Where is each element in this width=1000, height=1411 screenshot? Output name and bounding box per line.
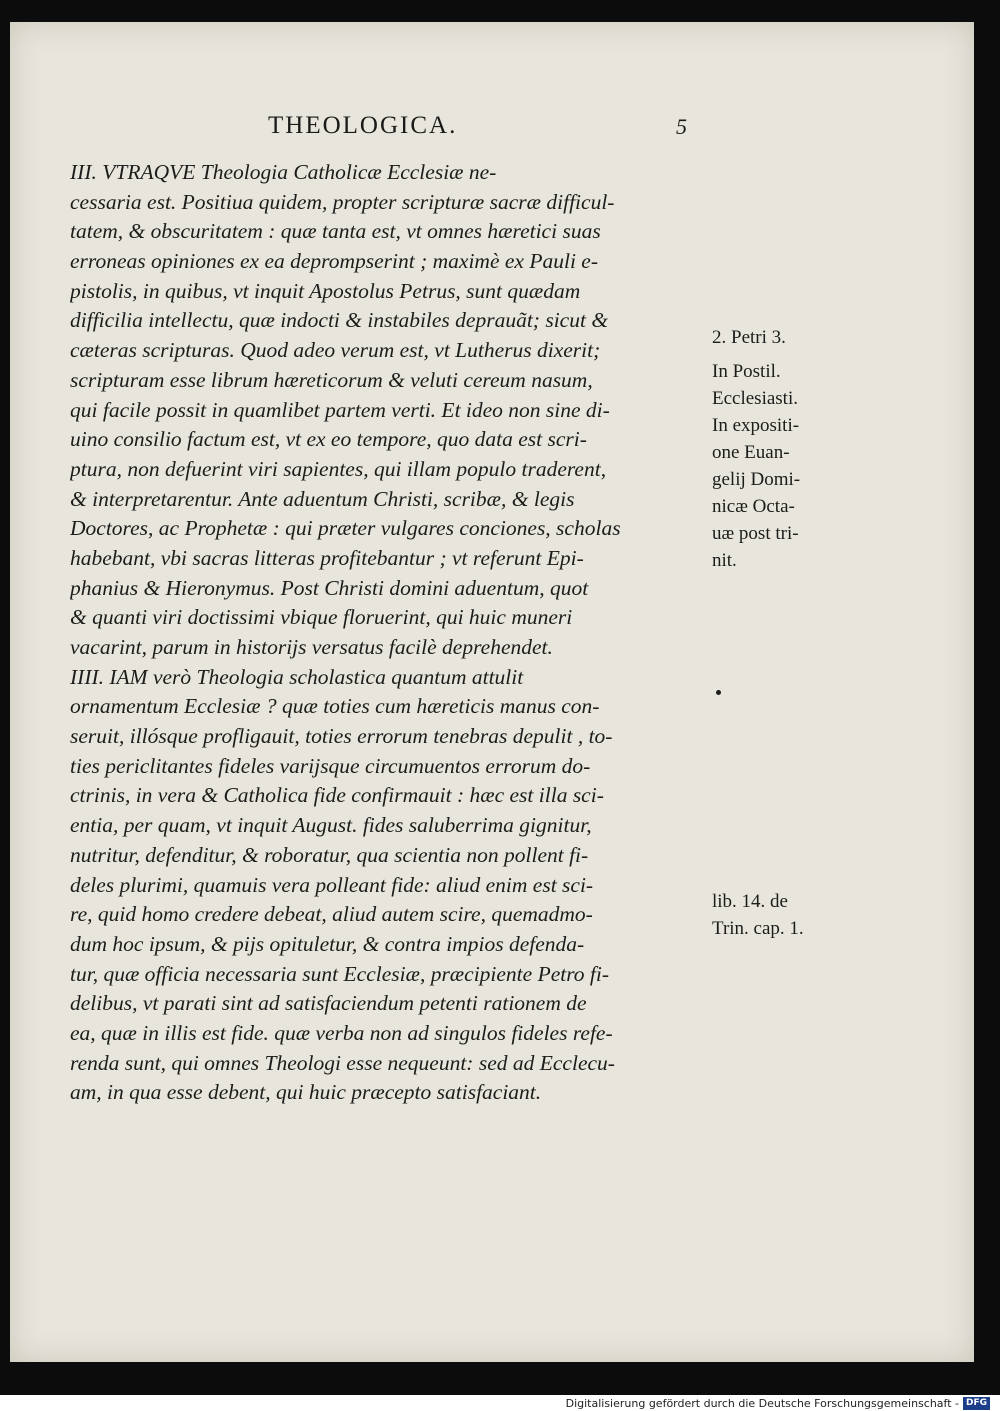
margin-note-postil	[712, 358, 852, 574]
text-line: seruit, illósque profligauit, toties errorum tenebras depulit , to-	[70, 724, 613, 749]
text-line: ties periclitantes fideles varijsque circumuentos errorum do-	[70, 753, 591, 778]
page-number: 5	[676, 114, 687, 139]
text-line: ctrinis, in vera & Catholica fide confirmauit : hæc est illa sci-	[70, 783, 604, 808]
margin-dot	[716, 690, 721, 695]
text-line: difficilia intellectu, quæ indocti & instabiles deprauãt; sicut &	[70, 308, 609, 333]
text-line: qui facile possit in quamlibet partem verti. Et ideo non sine di-	[70, 397, 610, 422]
text-line: erroneas opiniones ex ea deprompserint ; maximè ex Pauli e-	[70, 249, 598, 274]
text-line: renda sunt, qui omnes Theologi esse nequeunt: sed ad Eccleси-	[70, 1050, 615, 1075]
text-line: pistolis, in quibus, vt inquit Apostolus Petrus, sunt quædam	[70, 278, 581, 303]
text-line: deles plurimi, quamuis vera polleant fide: aliud enim est sci-	[70, 872, 594, 897]
text-line: & interpretarentur. Ante aduentum Christi, scribæ, & legis	[70, 486, 575, 511]
text-line: delibus, vt parati sint ad satisfaciendum petenti rationem de	[70, 991, 587, 1016]
dfg-logo: DFG	[963, 1397, 990, 1410]
text-line: ornamentum Ecclesiæ ? quæ toties cum hæreticis manus con-	[70, 694, 600, 719]
text-line: ea, quæ in illis est fide. quæ verba non ad singulos fideles refe-	[70, 1020, 613, 1045]
margin-note-line: In expositi-	[712, 415, 800, 436]
main-text	[70, 158, 690, 1108]
margin-note-line: gelij Domi-	[712, 469, 801, 490]
margin-note-line: nit.	[712, 550, 737, 571]
margin-note-petri	[712, 324, 852, 351]
margin-note-line: Trin. cap. 1.	[712, 918, 804, 939]
margin-note-line: one Euan-	[712, 442, 790, 463]
footer-text: Digitalisierung gefördert durch die Deutsche Forschungsgemeinschaft -	[565, 1396, 959, 1410]
text-line: nutritur, defenditur, & roboratur, qua scientia non pollent fi-	[70, 842, 589, 867]
margin-note-line: uæ post tri-	[712, 523, 799, 544]
margin-note-line: In Postil.	[712, 361, 781, 382]
text-line: am, in qua esse debent, qui huic præcepto satisfaciant.	[70, 1080, 542, 1105]
running-head: THEOLOGICA.	[268, 112, 458, 139]
margin-note-line: 2. Petri 3.	[712, 327, 786, 348]
text-line: & quanti viri doctissimi vbique floruerint, qui huic muneri	[70, 605, 573, 630]
text-line: uino consilio factum est, vt ex eo tempore, quo data est scri-	[70, 427, 587, 452]
text-line: tur, quæ officia necessaria sunt Ecclesiæ, præcipiente Petro fi-	[70, 961, 610, 986]
text-line: re, quid homo credere debeat, aliud autem scire, quemadmo-	[70, 902, 593, 927]
text-line: Doctores, ac Prophetæ : qui præter vulgares conciones, scholas	[70, 516, 621, 541]
margin-note-trin	[712, 888, 852, 942]
text-line: III. VTRAQVE Theologia Catholicæ Ecclesiæ ne-	[70, 160, 497, 184]
text-line: ptura, non defuerint viri sapientes, qui illam populo traderent,	[70, 456, 607, 481]
text-line: habebant, vbi sacras litteras profitebantur ; vt referunt Epi-	[70, 545, 584, 570]
funding-footer	[566, 1395, 990, 1411]
text-line: cæteras scripturas. Quod adeo verum est, vt Lutherus dixerit;	[70, 338, 601, 363]
text-line: phanius & Hieronymus. Post Christi domini aduentum, quot	[70, 575, 589, 600]
text-line: scripturam esse librum hæreticorum & veluti cereum nasum,	[70, 367, 593, 392]
margin-note-line: nicæ Octa-	[712, 496, 795, 517]
text-line: vacarint, parum in historijs versatus facilè deprehendet.	[70, 635, 553, 659]
text-line: IIII. IAM verò Theologia scholastica quantum attulit	[70, 664, 524, 689]
text-line: dum hoc ipsum, & pijs opituletur, & contra impios defenda-	[70, 931, 585, 956]
text-line: tatem, & obscuritatem : quæ tanta est, vt omnes hæretici suas	[70, 219, 601, 244]
text-line: entia, per quam, vt inquit August. fides saluberrima gignitur,	[70, 813, 592, 838]
margin-note-line: lib. 14. de	[712, 891, 788, 912]
text-line: cessaria est. Positiua quidem, propter scripturæ sacræ difficul-	[70, 189, 615, 214]
margin-note-line: Ecclesiasti.	[712, 388, 798, 409]
